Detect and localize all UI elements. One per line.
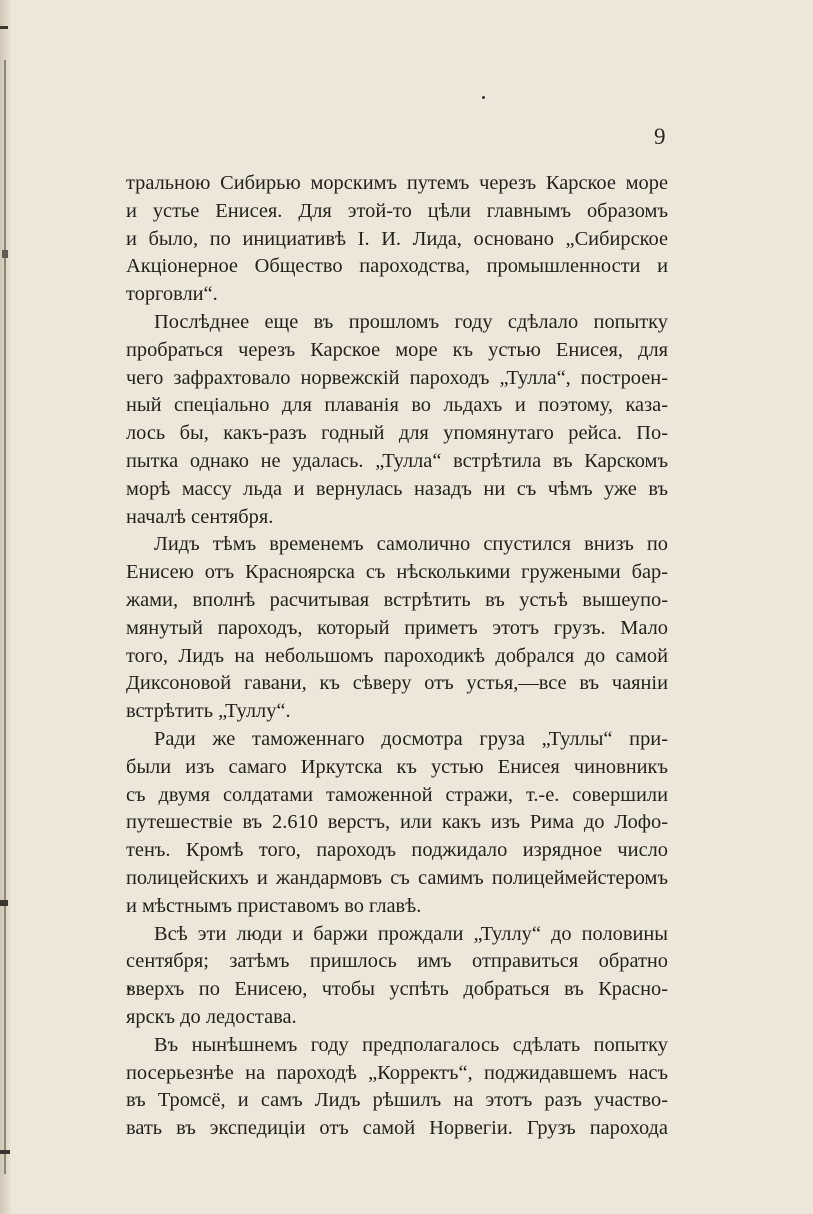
text-line: тральною Сибирью морскимъ путемъ черезъ Карское море	[126, 172, 668, 194]
text-line: сентября; затѣмъ пришлось имъ отправиться обратно	[126, 950, 668, 973]
text-line: тенъ. Кромѣ того, пароходъ поджидало изрядное число	[126, 839, 668, 862]
text-line: Диксоновой гавани, къ сѣверу отъ устья,—все въ чаяніи	[126, 672, 668, 695]
text-line: посерьезнѣе на пароходѣ „Корректъ“, поджидавшемъ насъ	[126, 1061, 668, 1084]
text-line: ный спеціально для плаванія во льдахъ и поэтому, каза-	[126, 394, 668, 417]
text-line: началѣ сентября.	[126, 505, 274, 528]
text-line: Лидъ тѣмъ временемъ самолично спустился внизъ по	[154, 533, 668, 556]
text-line: ярскъ до ледостава.	[126, 1005, 297, 1028]
text-line: и устье Енисея. Для этой-то цѣли главнымъ образомъ	[126, 199, 668, 222]
edge-mark	[0, 900, 8, 906]
binding-shadow	[0, 0, 12, 1214]
edge-mark	[0, 26, 8, 29]
text-line: вверхъ по Енисею, чтобы успѣть добраться въ Красно-	[126, 978, 668, 1001]
body-text	[126, 170, 668, 1143]
text-line: были изъ самаго Иркутска къ устью Енисея чиновникъ	[126, 755, 668, 778]
text-line: торговли“.	[126, 283, 218, 306]
text-line: съ двумя солдатами таможенной стражи, т.-е. совершили	[126, 783, 668, 806]
edge-mark	[2, 250, 8, 258]
ink-speck	[482, 96, 485, 99]
page-number: 9	[654, 124, 666, 149]
text-line: въ Тромсё, и самъ Лидъ рѣшилъ на этотъ разъ участво-	[126, 1089, 668, 1112]
text-line: пытка однако не удалась. „Тулла“ встрѣтила въ Карскомъ	[126, 449, 668, 472]
text-line: вать въ экспедиціи отъ самой Норвегіи. Грузъ парохода	[126, 1117, 668, 1140]
text-line: Акціонерное Общество пароходства, промышленности и	[126, 255, 668, 278]
text-line: встрѣтить „Туллу“.	[126, 700, 291, 723]
text-line: мянутый пароходъ, который приметъ этотъ грузъ. Мало	[126, 616, 668, 639]
text-line: чего зафрахтовало норвежскій пароходъ „Тулла“, построен-	[126, 366, 668, 389]
text-line: лось бы, какъ-разъ годный для упомянутаго рейса. По-	[126, 422, 668, 445]
text-line: и мѣстнымъ приставомъ во главѣ.	[126, 894, 422, 917]
text-line: Ради же таможеннаго досмотра груза „Туллы“ при-	[154, 727, 668, 750]
text-line: морѣ массу льда и вернулась назадъ ни съ чѣмъ уже въ	[126, 477, 668, 500]
text-line: полицейскихъ и жандармовъ съ самимъ полицеймейстеромъ	[126, 866, 668, 889]
text-line: пробраться черезъ Карское море къ устью Енисея, для	[126, 338, 668, 361]
text-line: Всѣ эти люди и баржи прождали „Туллу“ до половины	[154, 922, 668, 945]
text-line: жами, вполнѣ расчитывая встрѣтить въ устьѣ вышеупо-	[126, 588, 668, 611]
text-line: Послѣднее еще въ прошломъ году сдѣлало попытку	[154, 310, 668, 333]
text-line: путешествіе въ 2.610 верстъ, или какъ изъ Рима до Лофо-	[126, 811, 668, 834]
text-line: того, Лидъ на небольшомъ пароходикѣ добрался до самой	[126, 644, 668, 667]
text-line: Въ нынѣшнемъ году предполагалось сдѣлать попытку	[154, 1033, 668, 1056]
binding-edge-line	[4, 60, 6, 1174]
text-line: и было, по инициативѣ I. И. Лида, основано „Сибирское	[126, 227, 668, 250]
text-line: Енисею отъ Красноярска съ нѣсколькими гружеными бар-	[126, 561, 668, 584]
edge-mark	[0, 1150, 10, 1154]
